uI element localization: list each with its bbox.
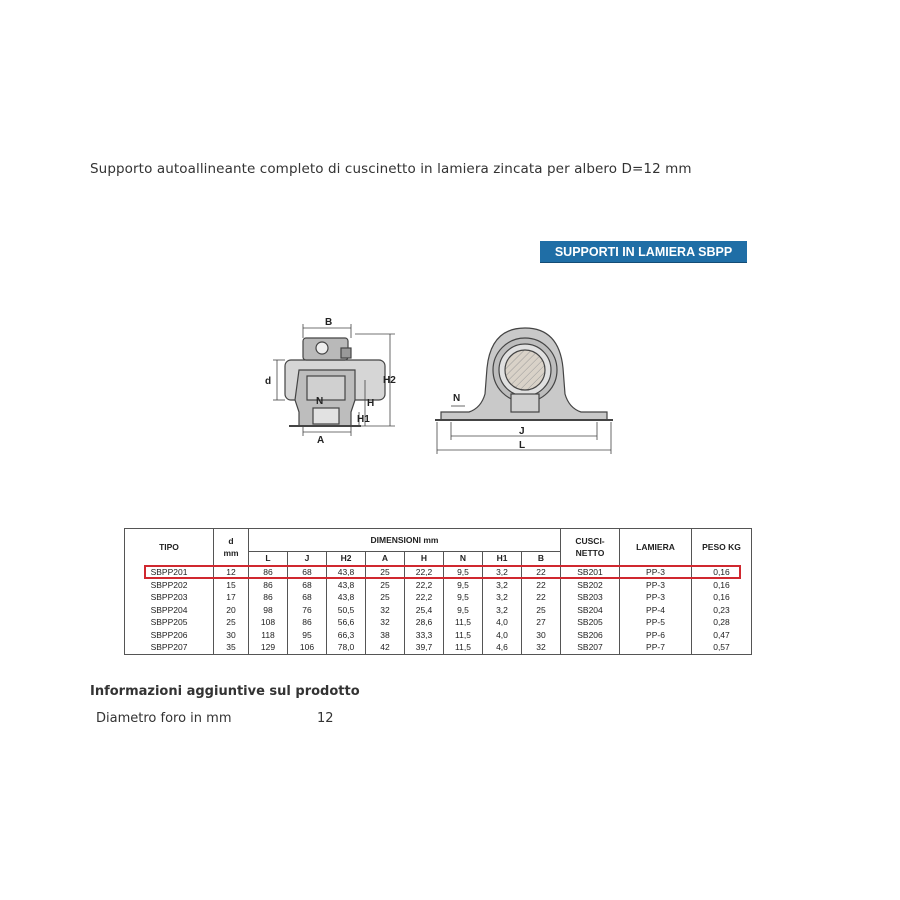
table-cell: 38 xyxy=(366,629,405,642)
table-row xyxy=(125,616,752,629)
header-dimensioni: DIMENSIONI mm xyxy=(249,529,561,552)
table-cell: 4,6 xyxy=(483,641,522,654)
bore-diameter-label: Diametro foro in mm xyxy=(96,711,232,726)
table-cell: PP-3 xyxy=(620,591,692,604)
table-cell: 28,6 xyxy=(405,616,444,629)
table-cell: 9,5 xyxy=(444,566,483,579)
table-cell: 17 xyxy=(214,591,249,604)
table-cell: 86 xyxy=(249,591,288,604)
table-cell: 9,5 xyxy=(444,579,483,592)
label-l: L xyxy=(519,440,526,451)
table-cell: 4,0 xyxy=(483,629,522,642)
table-cell: 30 xyxy=(214,629,249,642)
table-cell: 68 xyxy=(288,591,327,604)
table-cell: 22,2 xyxy=(405,579,444,592)
table-cell: 106 xyxy=(288,641,327,654)
bore-diameter-value: 12 xyxy=(317,711,334,726)
additional-info-title: Informazioni aggiuntive sul prodotto xyxy=(90,684,360,699)
table-cell: SB201 xyxy=(561,566,620,579)
table-cell: 35 xyxy=(214,641,249,654)
table-cell: 3,2 xyxy=(483,579,522,592)
table-cell: PP-7 xyxy=(620,641,692,654)
table-cell: 42 xyxy=(366,641,405,654)
table-cell: 25 xyxy=(366,591,405,604)
header-peso: PESO KG xyxy=(692,529,752,566)
table-cell: SBPP204 xyxy=(125,604,214,617)
table-cell: 11,5 xyxy=(444,629,483,642)
table-cell: SB205 xyxy=(561,616,620,629)
table-cell: 0,16 xyxy=(692,591,752,604)
table-row xyxy=(125,641,752,654)
table-cell: 25 xyxy=(522,604,561,617)
header-dim-h1: H1 xyxy=(483,552,522,566)
label-h2: H2 xyxy=(383,375,396,386)
label-n-front: N xyxy=(453,393,461,404)
table-cell: SB202 xyxy=(561,579,620,592)
table-cell: SBPP201 xyxy=(125,566,214,579)
table-cell: 20 xyxy=(214,604,249,617)
table-cell: 0,28 xyxy=(692,616,752,629)
table-cell: 68 xyxy=(288,566,327,579)
table-cell: 86 xyxy=(249,566,288,579)
table-cell: 32 xyxy=(366,616,405,629)
dimensions-table xyxy=(124,528,752,655)
technical-drawing xyxy=(255,308,615,458)
table-cell: 25,4 xyxy=(405,604,444,617)
header-dim-b: B xyxy=(522,552,561,566)
table-cell: 66,3 xyxy=(327,629,366,642)
header-dim-j: J xyxy=(288,552,327,566)
table-cell: 22 xyxy=(522,566,561,579)
table-cell: 27 xyxy=(522,616,561,629)
header-dim-a: A xyxy=(366,552,405,566)
table-cell: 108 xyxy=(249,616,288,629)
table-cell: 86 xyxy=(288,616,327,629)
table-cell: SBPP203 xyxy=(125,591,214,604)
table-cell: 12 xyxy=(214,566,249,579)
table-cell: 25 xyxy=(366,566,405,579)
table-cell: 50,5 xyxy=(327,604,366,617)
table-cell: 86 xyxy=(249,579,288,592)
table-cell: 25 xyxy=(214,616,249,629)
header-dim-h2: H2 xyxy=(327,552,366,566)
table-cell: 15 xyxy=(214,579,249,592)
table-cell: 56,6 xyxy=(327,616,366,629)
table-cell: 3,2 xyxy=(483,566,522,579)
table-cell: SB204 xyxy=(561,604,620,617)
table-cell: 95 xyxy=(288,629,327,642)
table-row xyxy=(125,566,752,579)
table-cell: PP-4 xyxy=(620,604,692,617)
label-d: d xyxy=(265,376,272,387)
table-cell: SBPP206 xyxy=(125,629,214,642)
table-row xyxy=(125,629,752,642)
table-cell: 68 xyxy=(288,579,327,592)
table-row xyxy=(125,604,752,617)
header-cuscinetto: CUSCI- NETTO xyxy=(561,529,620,566)
table-cell: SB203 xyxy=(561,591,620,604)
label-j: J xyxy=(519,426,525,437)
table-cell: 22,2 xyxy=(405,566,444,579)
table-cell: 11,5 xyxy=(444,616,483,629)
table-cell: 9,5 xyxy=(444,604,483,617)
table-cell: 33,3 xyxy=(405,629,444,642)
table-cell: 43,8 xyxy=(327,591,366,604)
label-b: B xyxy=(325,317,333,328)
product-description: Supporto autoallineante completo di cuscinetto in lamiera zincata per albero D=12 mm xyxy=(90,161,692,177)
table-cell: 25 xyxy=(366,579,405,592)
header-lamiera: LAMIERA xyxy=(620,529,692,566)
table-cell: 0,23 xyxy=(692,604,752,617)
table-cell: 76 xyxy=(288,604,327,617)
header-dim-n: N xyxy=(444,552,483,566)
table-cell: SBPP205 xyxy=(125,616,214,629)
table-cell: 0,47 xyxy=(692,629,752,642)
table-cell: 129 xyxy=(249,641,288,654)
table-cell: 43,8 xyxy=(327,566,366,579)
header-dim-l: L xyxy=(249,552,288,566)
table-cell: SB207 xyxy=(561,641,620,654)
side-view xyxy=(285,338,385,426)
series-banner: SUPPORTI IN LAMIERA SBPP xyxy=(540,241,747,263)
table-cell: 32 xyxy=(522,641,561,654)
table-cell: 43,8 xyxy=(327,579,366,592)
table-cell: 78,0 xyxy=(327,641,366,654)
table-cell: 3,2 xyxy=(483,604,522,617)
table-cell: 39,7 xyxy=(405,641,444,654)
header-tipo: TIPO xyxy=(125,529,214,566)
table-cell: 22 xyxy=(522,591,561,604)
table-cell: 0,57 xyxy=(692,641,752,654)
table-cell: 22 xyxy=(522,579,561,592)
table-cell: 0,16 xyxy=(692,579,752,592)
table-cell: 11,5 xyxy=(444,641,483,654)
label-a: A xyxy=(317,435,325,446)
table-cell: 30 xyxy=(522,629,561,642)
table-cell: SB206 xyxy=(561,629,620,642)
table-cell: 118 xyxy=(249,629,288,642)
table-cell: PP-6 xyxy=(620,629,692,642)
table-cell: PP-3 xyxy=(620,566,692,579)
table-cell: 4,0 xyxy=(483,616,522,629)
label-h1: H1 xyxy=(357,414,370,425)
table-cell: 3,2 xyxy=(483,591,522,604)
header-d: d mm xyxy=(214,529,249,566)
table-cell: SBPP202 xyxy=(125,579,214,592)
table-cell: PP-3 xyxy=(620,579,692,592)
table-cell: SBPP207 xyxy=(125,641,214,654)
label-n-side: N xyxy=(316,396,324,407)
table-cell: 22,2 xyxy=(405,591,444,604)
table-row xyxy=(125,591,752,604)
label-h: H xyxy=(367,398,375,409)
table-cell: 32 xyxy=(366,604,405,617)
table-cell: 9,5 xyxy=(444,591,483,604)
table-cell: PP-5 xyxy=(620,616,692,629)
header-dim-h: H xyxy=(405,552,444,566)
table-row xyxy=(125,579,752,592)
table-cell: 98 xyxy=(249,604,288,617)
table-cell: 0,16 xyxy=(692,566,752,579)
